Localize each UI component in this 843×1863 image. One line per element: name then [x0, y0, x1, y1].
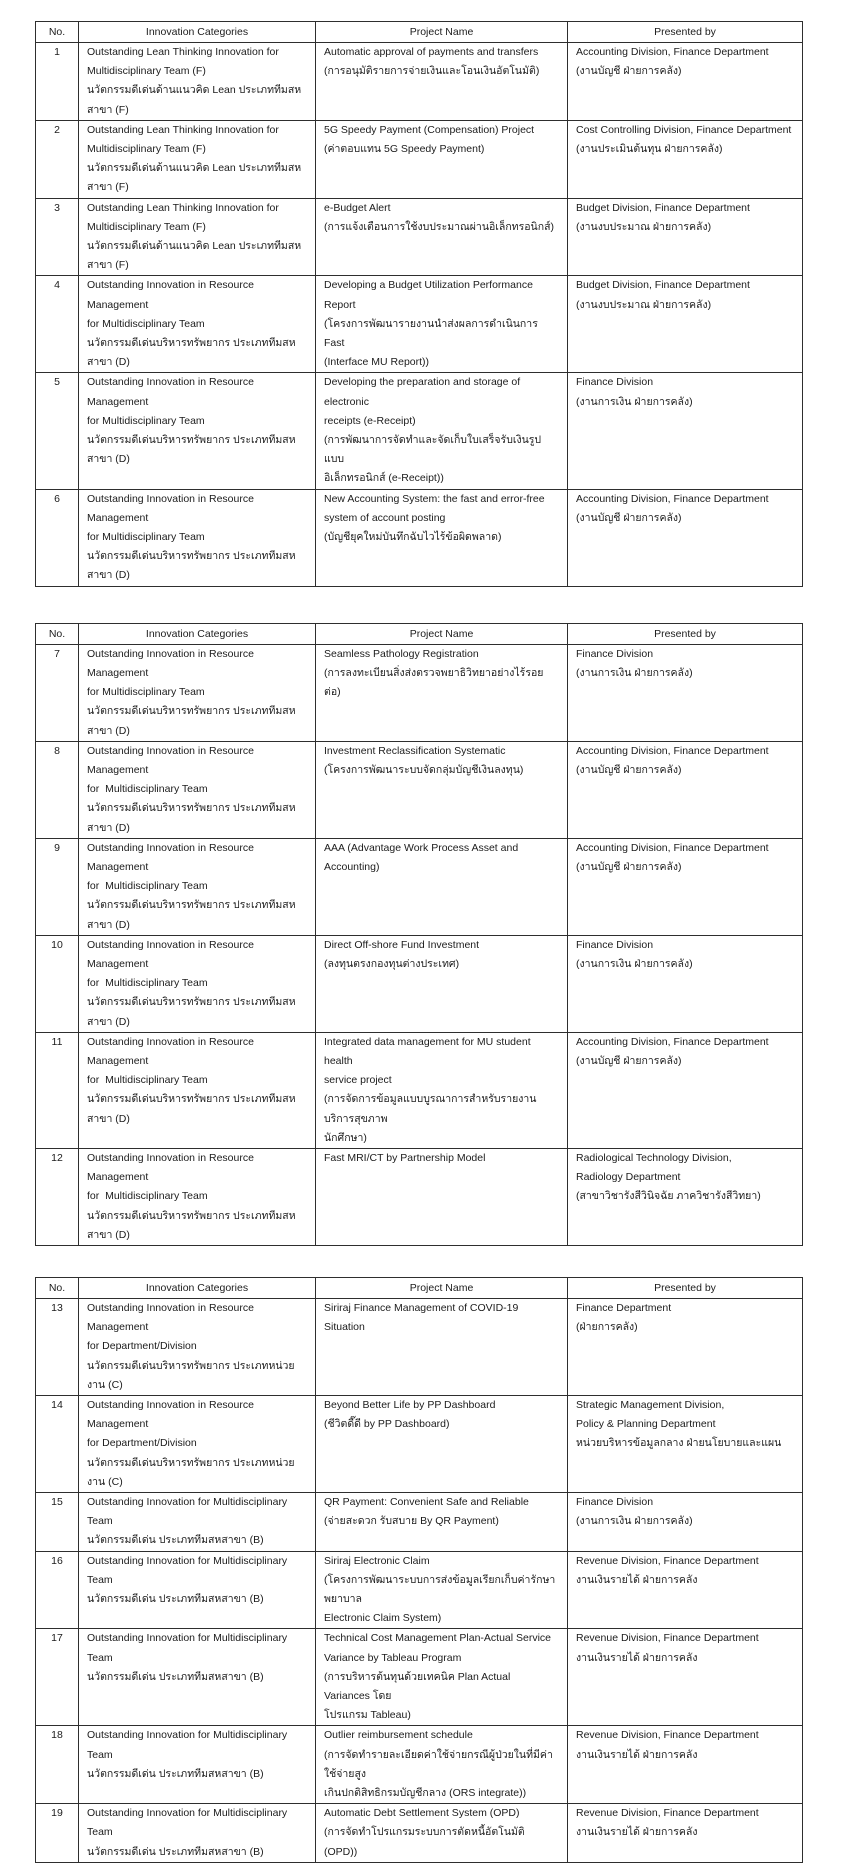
table-row: [36, 120, 803, 198]
text-line: Accounting Division, Finance Department: [576, 492, 769, 505]
table-row: [36, 1629, 803, 1726]
cell-no: [36, 198, 79, 276]
text-line: อิเล็กทรอนิกส์ (e-Receipt)): [324, 472, 444, 485]
text-line: (โครงการพัฒนาระบบจัดกลุ่มบัญชีเงินลงทุน): [324, 763, 524, 776]
cell-category: [79, 838, 316, 935]
text-line: Fast MRI/CT by Partnership Model: [324, 1151, 486, 1164]
column-header: No.: [36, 22, 79, 43]
cell-no: [36, 644, 79, 741]
cell-no: [36, 1298, 79, 1395]
text-line: e-Budget Alert: [324, 201, 391, 214]
text-line: Automatic approval of payments and transfers: [324, 46, 539, 58]
text-line: Accounting Division, Finance Department: [576, 841, 769, 854]
text-line: Developing a Budget Utilization Performance Report: [324, 279, 536, 311]
text-line: 13: [51, 1301, 63, 1314]
table-row: [36, 1493, 803, 1552]
text-line: 6: [54, 492, 60, 505]
cell-category: [79, 1493, 316, 1552]
text-line: (งานงบประมาณ ฝ่ายการคลัง): [576, 298, 712, 311]
text-line: Cost Controlling Division, Finance Department: [576, 123, 792, 136]
text-line: 2: [54, 123, 60, 136]
text-line: Variance by Tableau Program: [324, 1651, 462, 1664]
column-header: Presented by: [568, 1277, 803, 1298]
cell-category: [79, 1804, 316, 1863]
text-line: Outstanding Innovation for Multidisciplinary Team: [87, 1632, 290, 1664]
text-line: Finance Division: [576, 647, 654, 660]
text-line: Revenue Division, Finance Department: [576, 1632, 759, 1645]
column-header: Presented by: [568, 22, 803, 43]
text-line: 3: [54, 201, 60, 214]
text-line: (งานบัญชี ฝ่ายการคลัง): [576, 1054, 682, 1067]
text-line: Outstanding Innovation in Resource Management: [87, 1399, 257, 1431]
cell-project: [316, 276, 568, 373]
text-line: (การจัดทำโปรแกรมระบบการตัดหนี้อัตโนมัติ (OPD)): [324, 1826, 528, 1858]
cell-project: [316, 1804, 568, 1863]
cell-project: [316, 120, 568, 198]
text-line: (การอนุมัติรายการจ่ายเงินและโอนเงินอัตโนมัติ): [324, 65, 540, 78]
table-row: [36, 741, 803, 838]
column-header: Project Name: [316, 623, 568, 644]
cell-project: [316, 1726, 568, 1804]
text-line: 11: [51, 1035, 63, 1048]
cell-project: [316, 198, 568, 276]
text-line: service project: [324, 1074, 392, 1087]
cell-project: [316, 644, 568, 741]
cell-no: [36, 120, 79, 198]
table-header-row: [36, 623, 803, 644]
text-line: Strategic Management Division,: [576, 1399, 725, 1411]
table-row: [36, 1551, 803, 1629]
text-line: (การลงทะเบียนสิ่งส่งตรวจพยาธิวิทยาอย่างไร้รอยต่อ): [324, 666, 544, 699]
cell-no: [36, 1804, 79, 1863]
cell-category: [79, 1629, 316, 1726]
text-line: Siriraj Finance Management of COVID-19 Situation: [324, 1301, 522, 1334]
table-row: [36, 1148, 803, 1245]
table-row: [36, 373, 803, 489]
text-line: Outstanding Innovation for Multidisciplinary Team: [87, 1496, 290, 1528]
table-row: [36, 1804, 803, 1863]
cell-presented: [568, 741, 803, 838]
text-line: (สาขาวิชารังสีวินิจฉัย ภาควิชารังสีวิทยา): [576, 1190, 761, 1203]
table-row: [36, 1032, 803, 1148]
cell-presented: [568, 644, 803, 741]
text-line: นักศึกษา): [324, 1131, 367, 1144]
text-line: 15: [51, 1496, 63, 1509]
innovation-table-3: [35, 1277, 803, 1863]
text-line: (โครงการพัฒนาระบบการส่งข้อมูลเรียกเก็บค่ารักษาพยาบาล: [324, 1573, 556, 1606]
cell-category: [79, 644, 316, 741]
text-line: AAA (Advantage Work Process Asset and Accounting): [324, 841, 521, 873]
text-line: นวัตกรรมดีเด่นบริหารทรัพยากร ประเภททีมสหสาขา (D): [87, 1209, 296, 1241]
innovation-table-2: [35, 623, 803, 1246]
text-line: Outstanding Lean Thinking Innovation for: [87, 46, 279, 58]
cell-presented: [568, 1551, 803, 1629]
text-line: Outstanding Innovation in Resource Management: [87, 938, 257, 970]
cell-no: [36, 1551, 79, 1629]
text-line: Integrated data management for MU student health: [324, 1035, 534, 1067]
text-line: Revenue Division, Finance Department: [576, 1554, 759, 1567]
text-line: Outstanding Innovation in Resource Management: [87, 492, 257, 524]
text-line: Outstanding Innovation in Resource Management: [87, 841, 257, 873]
text-line: 9: [54, 841, 60, 854]
table-row: [36, 276, 803, 373]
cell-no: [36, 838, 79, 935]
cell-presented: [568, 1804, 803, 1863]
text-line: Technical Cost Management Plan-Actual Service: [324, 1632, 552, 1645]
text-line: for Department/Division: [87, 1437, 197, 1450]
text-line: (บัญชียุคใหม่บันทึกฉับไวไร้ข้อผิดพลาด): [324, 531, 502, 544]
cell-category: [79, 1298, 316, 1395]
cell-presented: [568, 276, 803, 373]
text-line: QR Payment: Convenient Safe and Reliable: [324, 1496, 529, 1509]
cell-presented: [568, 120, 803, 198]
text-line: Finance Department: [576, 1301, 672, 1314]
text-line: นวัตกรรมดีเด่นด้านแนวคิด Lean ประเภททีมสหสาขา (F): [87, 240, 302, 272]
column-header: No.: [36, 623, 79, 644]
cell-project: [316, 935, 568, 1032]
text-line: นวัตกรรมดีเด่น ประเภททีมสหสาขา (B): [87, 1593, 264, 1606]
cell-presented: [568, 198, 803, 276]
text-line: system of account posting: [324, 511, 446, 524]
text-line: for Multidisciplinary Team: [87, 1190, 208, 1203]
text-line: Outstanding Innovation for Multidisciplinary Team: [87, 1554, 290, 1586]
text-line: New Accounting System: the fast and error-free: [324, 492, 545, 505]
table-header-row: [36, 1277, 803, 1298]
column-header: Innovation Categories: [79, 22, 316, 43]
column-header: Project Name: [316, 22, 568, 43]
cell-category: [79, 198, 316, 276]
cell-category: [79, 1032, 316, 1148]
text-line: นวัตกรรมดีเด่นบริหารทรัพยากร ประเภททีมสหสาขา (D): [87, 337, 296, 369]
text-line: 1: [54, 46, 60, 58]
cell-category: [79, 1148, 316, 1245]
text-line: Radiological Technology Division,: [576, 1151, 732, 1164]
text-line: Accounting Division, Finance Department: [576, 1035, 769, 1048]
text-line: Accounting Division, Finance Department: [576, 46, 769, 58]
text-line: (งานงบประมาณ ฝ่ายการคลัง): [576, 220, 712, 233]
column-header: Presented by: [568, 623, 803, 644]
text-line: (ลงทุนตรงกองทุนต่างประเทศ): [324, 957, 460, 970]
text-line: Outstanding Innovation in Resource Management: [87, 1035, 257, 1067]
cell-no: [36, 1493, 79, 1552]
text-line: Outstanding Lean Thinking Innovation for: [87, 123, 279, 136]
cell-no: [36, 1396, 79, 1493]
table-row: [36, 489, 803, 586]
column-header: Innovation Categories: [79, 1277, 316, 1298]
text-line: 5: [54, 376, 60, 389]
text-line: Automatic Debt Settlement System (OPD): [324, 1807, 520, 1820]
table-row: [36, 1396, 803, 1493]
text-line: Multidisciplinary Team (F): [87, 143, 206, 156]
cell-project: [316, 741, 568, 838]
text-line: Budget Division, Finance Department: [576, 201, 750, 214]
text-line: นวัตกรรมดีเด่นบริหารทรัพยากร ประเภททีมสหสาขา (D): [87, 899, 296, 931]
text-line: Finance Division: [576, 376, 654, 389]
text-line: 19: [51, 1807, 63, 1820]
cell-project: [316, 489, 568, 586]
text-line: (การแจ้งเตือนการใช้งบประมาณผ่านอิเล็กทรอนิกส์): [324, 220, 554, 233]
table-row: [36, 1298, 803, 1395]
cell-category: [79, 1726, 316, 1804]
text-line: Developing the preparation and storage of electronic: [324, 376, 524, 408]
text-line: for Multidisciplinary Team: [87, 977, 208, 990]
cell-no: [36, 373, 79, 489]
text-line: 14: [51, 1399, 63, 1411]
text-line: งานเงินรายได้ ฝ่ายการคลัง: [576, 1573, 698, 1586]
cell-presented: [568, 489, 803, 586]
text-line: (Interface MU Report)): [324, 356, 430, 369]
table-row: [36, 935, 803, 1032]
text-line: (การพัฒนาการจัดทำและจัดเก็บใบเสร็จรับเงินรูปแบบ: [324, 434, 542, 466]
text-line: นวัตกรรมดีเด่น ประเภททีมสหสาขา (B): [87, 1767, 264, 1780]
cell-project: [316, 1396, 568, 1493]
text-line: Electronic Claim System): [324, 1612, 442, 1625]
text-line: 16: [51, 1554, 63, 1567]
table-header-row: [36, 22, 803, 43]
text-line: Outstanding Innovation in Resource Management: [87, 647, 257, 679]
cell-project: [316, 1298, 568, 1395]
text-line: for Multidisciplinary Team: [87, 686, 205, 699]
text-line: นวัตกรรมดีเด่นบริหารทรัพยากร ประเภททีมสหสาขา (D): [87, 802, 296, 834]
text-line: (งานการเงิน ฝ่ายการคลัง): [576, 1515, 693, 1528]
cell-project: [316, 373, 568, 489]
cell-category: [79, 741, 316, 838]
text-line: นวัตกรรมดีเด่นบริหารทรัพยากร ประเภททีมสหสาขา (D): [87, 550, 296, 582]
text-line: Policy & Planning Department: [576, 1418, 716, 1431]
text-line: Revenue Division, Finance Department: [576, 1729, 759, 1742]
text-line: receipts (e-Receipt): [324, 414, 416, 427]
text-line: Siriraj Electronic Claim: [324, 1554, 430, 1567]
text-line: 18: [51, 1729, 63, 1742]
text-line: for Multidisciplinary Team: [87, 880, 208, 893]
text-line: Multidisciplinary Team (F): [87, 65, 206, 78]
cell-category: [79, 373, 316, 489]
text-line: 8: [54, 744, 60, 757]
text-line: for Multidisciplinary Team: [87, 317, 205, 330]
text-line: (การจัดการข้อมูลแบบบูรณาการสำหรับรายงานบริการสุขภาพ: [324, 1093, 537, 1125]
column-header: Project Name: [316, 1277, 568, 1298]
cell-no: [36, 489, 79, 586]
text-line: Outstanding Innovation for Multidisciplinary Team: [87, 1807, 290, 1839]
cell-presented: [568, 1726, 803, 1804]
text-line: Radiology Department: [576, 1171, 681, 1184]
cell-presented: [568, 43, 803, 121]
text-line: Outstanding Innovation in Resource Management: [87, 376, 257, 408]
text-line: for Multidisciplinary Team: [87, 531, 205, 544]
cell-project: [316, 1493, 568, 1552]
text-line: (งานบัญชี ฝ่ายการคลัง): [576, 763, 682, 776]
text-line: (งานบัญชี ฝ่ายการคลัง): [576, 511, 682, 524]
text-line: Outstanding Lean Thinking Innovation for: [87, 201, 279, 214]
cell-category: [79, 1551, 316, 1629]
text-line: นวัตกรรมดีเด่น ประเภททีมสหสาขา (B): [87, 1534, 264, 1547]
cell-presented: [568, 1032, 803, 1148]
text-line: (จ่ายสะดวก รับสบาย By QR Payment): [324, 1515, 499, 1528]
cell-presented: [568, 1493, 803, 1552]
text-line: 5G Speedy Payment (Compensation) Project: [324, 123, 535, 136]
table-row: [36, 43, 803, 121]
text-line: Revenue Division, Finance Department: [576, 1807, 759, 1820]
text-line: Outstanding Innovation in Resource Management: [87, 1151, 257, 1184]
cell-no: [36, 276, 79, 373]
text-line: (การจัดทำรายละเอียดค่าใช้จ่ายกรณีผู้ป่วยในที่มีค่าใช้จ่ายสูง: [324, 1748, 553, 1780]
text-line: งานเงินรายได้ ฝ่ายการคลัง: [576, 1748, 698, 1761]
cell-no: [36, 935, 79, 1032]
cell-category: [79, 489, 316, 586]
text-line: เกินปกติสิทธิกรมบัญชีกลาง (ORS integrate)): [324, 1787, 527, 1800]
text-line: Outlier reimbursement schedule: [324, 1729, 473, 1742]
cell-category: [79, 1396, 316, 1493]
text-line: (งานประเมินต้นทุน ฝ่ายการคลัง): [576, 143, 723, 156]
cell-project: [316, 43, 568, 121]
text-line: Budget Division, Finance Department: [576, 279, 750, 292]
table-row: [36, 838, 803, 935]
text-line: (งานบัญชี ฝ่ายการคลัง): [576, 860, 682, 873]
cell-category: [79, 935, 316, 1032]
text-line: (โครงการพัฒนารายงานนำส่งผลการดำเนินการ Fast: [324, 317, 541, 350]
cell-no: [36, 43, 79, 121]
text-line: for Multidisciplinary Team: [87, 414, 205, 427]
text-line: for Multidisciplinary Team: [87, 1074, 208, 1087]
text-line: นวัตกรรมดีเด่นบริหารทรัพยากร ประเภททีมสหสาขา (D): [87, 1093, 296, 1125]
text-line: 17: [51, 1632, 63, 1645]
text-line: 12: [51, 1151, 63, 1164]
text-line: (งานการเงิน ฝ่ายการคลัง): [576, 395, 693, 408]
text-line: หน่วยบริหารข้อมูลกลาง ฝ่ายนโยบายและแผน: [576, 1437, 782, 1450]
cell-category: [79, 43, 316, 121]
cell-presented: [568, 1396, 803, 1493]
cell-presented: [568, 838, 803, 935]
cell-no: [36, 1148, 79, 1245]
cell-no: [36, 1726, 79, 1804]
cell-category: [79, 120, 316, 198]
text-line: นวัตกรรมดีเด่นบริหารทรัพยากร ประเภทหน่วยงาน (C): [87, 1456, 295, 1488]
cell-no: [36, 741, 79, 838]
column-header: No.: [36, 1277, 79, 1298]
text-line: 7: [54, 647, 60, 660]
text-line: Outstanding Innovation in Resource Management: [87, 279, 257, 311]
text-line: for Multidisciplinary Team: [87, 783, 208, 796]
text-line: นวัตกรรมดีเด่น ประเภททีมสหสาขา (B): [87, 1845, 264, 1858]
text-line: นวัตกรรมดีเด่นด้านแนวคิด Lean ประเภททีมสหสาขา (F): [87, 162, 302, 194]
text-line: Finance Division: [576, 1496, 654, 1509]
text-line: Investment Reclassification Systematic: [324, 744, 506, 757]
text-line: 10: [51, 938, 63, 951]
text-line: (ชีวิตดี๊ดี by PP Dashboard): [324, 1418, 450, 1431]
text-line: Multidisciplinary Team (F): [87, 220, 206, 233]
cell-presented: [568, 373, 803, 489]
cell-project: [316, 1032, 568, 1148]
cell-presented: [568, 1298, 803, 1395]
text-line: นวัตกรรมดีเด่น ประเภททีมสหสาขา (B): [87, 1670, 264, 1683]
text-line: Accounting Division, Finance Department: [576, 744, 769, 757]
table-row: [36, 644, 803, 741]
text-line: นวัตกรรมดีเด่นบริหารทรัพยากร ประเภททีมสหสาขา (D): [87, 434, 296, 466]
cell-project: [316, 1148, 568, 1245]
cell-category: [79, 276, 316, 373]
cell-presented: [568, 935, 803, 1032]
text-line: Outstanding Innovation in Resource Management: [87, 744, 257, 776]
text-line: นวัตกรรมดีเด่นบริหารทรัพยากร ประเภททีมสหสาขา (D): [87, 996, 296, 1028]
cell-project: [316, 838, 568, 935]
cell-presented: [568, 1629, 803, 1726]
text-line: Finance Division: [576, 938, 654, 951]
text-line: Outstanding Innovation in Resource Management: [87, 1301, 257, 1334]
text-line: นวัตกรรมดีเด่นบริหารทรัพยากร ประเภททีมสหสาขา (D): [87, 705, 296, 737]
text-line: (งานการเงิน ฝ่ายการคลัง): [576, 666, 693, 679]
text-line: งานเงินรายได้ ฝ่ายการคลัง: [576, 1651, 698, 1664]
text-line: (การบริหารต้นทุนด้วยเทคนิค Plan Actual Variances โดย: [324, 1670, 514, 1703]
text-line: Beyond Better Life by PP Dashboard: [324, 1399, 496, 1411]
text-line: โปรแกรม Tableau): [324, 1709, 411, 1722]
text-line: Seamless Pathology Registration: [324, 647, 479, 660]
text-line: (งานการเงิน ฝ่ายการคลัง): [576, 957, 693, 970]
text-line: (ฝ่ายการคลัง): [576, 1321, 638, 1334]
table-row: [36, 198, 803, 276]
cell-project: [316, 1551, 568, 1629]
text-line: Outstanding Innovation for Multidisciplinary Team: [87, 1729, 290, 1761]
cell-project: [316, 1629, 568, 1726]
text-line: Direct Off-shore Fund Investment: [324, 938, 480, 951]
text-line: งานเงินรายได้ ฝ่ายการคลัง: [576, 1826, 698, 1839]
table-row: [36, 1726, 803, 1804]
text-line: นวัตกรรมดีเด่นด้านแนวคิด Lean ประเภททีมสหสาขา (F): [87, 84, 302, 116]
innovation-table-1: [35, 21, 803, 587]
text-line: (ค่าตอบแทน 5G Speedy Payment): [324, 143, 485, 156]
cell-presented: [568, 1148, 803, 1245]
text-line: (งานบัญชี ฝ่ายการคลัง): [576, 65, 682, 78]
text-line: for Department/Division: [87, 1340, 197, 1353]
text-line: นวัตกรรมดีเด่นบริหารทรัพยากร ประเภทหน่วยงาน (C): [87, 1359, 295, 1391]
column-header: Innovation Categories: [79, 623, 316, 644]
text-line: 4: [54, 279, 60, 292]
cell-no: [36, 1032, 79, 1148]
cell-no: [36, 1629, 79, 1726]
